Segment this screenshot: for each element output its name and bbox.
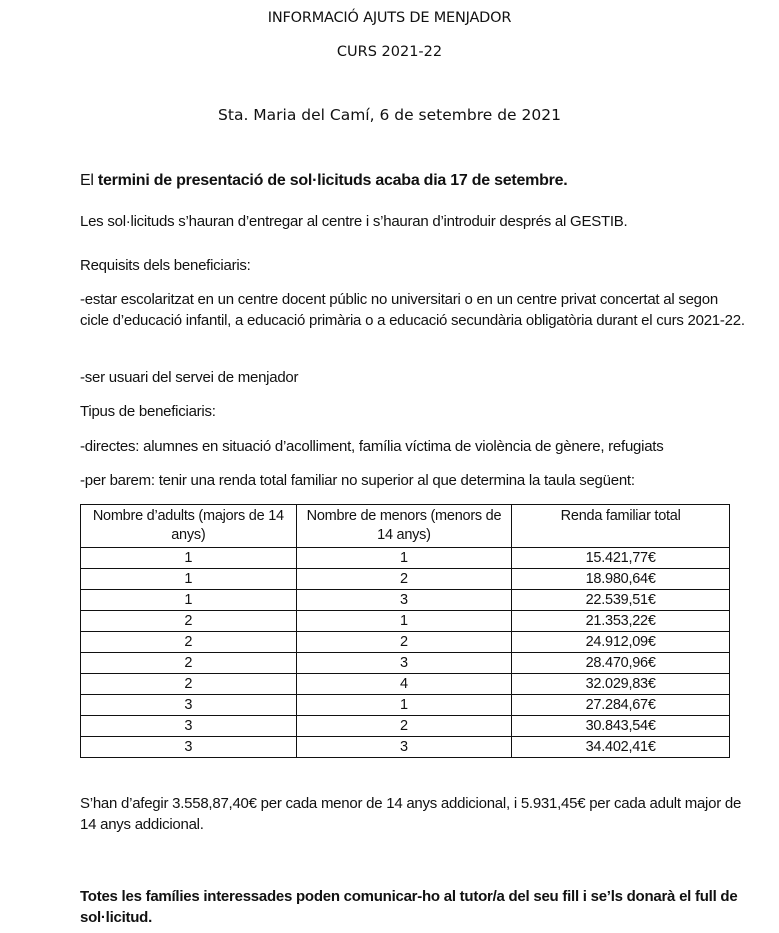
- minors-cell: 1: [296, 611, 512, 632]
- minors-cell: 2: [296, 632, 512, 653]
- adults-cell: 3: [81, 737, 297, 758]
- adults-cell: 2: [81, 674, 297, 695]
- adults-cell: 3: [81, 695, 297, 716]
- minors-cell: 3: [296, 590, 512, 611]
- income-threshold-table: [80, 504, 730, 758]
- header-income: Renda familiar total: [512, 505, 730, 548]
- minors-cell: 2: [296, 569, 512, 590]
- table-row: [81, 674, 730, 695]
- course-label: CURS 2021-22: [336, 44, 443, 60]
- income-cell: 30.843,54€: [512, 716, 730, 737]
- document-title: INFORMACIÓ AJUTS DE MENJADOR: [267, 10, 512, 26]
- table-row: [81, 695, 730, 716]
- adults-cell: 1: [81, 569, 297, 590]
- table-row: [81, 569, 730, 590]
- deadline-prefix: El: [80, 172, 98, 189]
- table-header-row: [81, 505, 730, 548]
- income-cell: 15.421,77€: [512, 548, 730, 569]
- income-cell: 21.353,22€: [512, 611, 730, 632]
- requirements-heading: Requisits dels beneficiaris:: [80, 257, 251, 274]
- adults-cell: 2: [81, 653, 297, 674]
- table-row: [81, 590, 730, 611]
- minors-cell: 3: [296, 737, 512, 758]
- deadline-bold-text: termini de presentació de sol·licituds acaba dia 17 de setembre.: [97, 172, 568, 189]
- minors-cell: 1: [296, 548, 512, 569]
- minors-cell: 4: [296, 674, 512, 695]
- income-cell: 24.912,09€: [512, 632, 730, 653]
- requirement-item: -estar escolaritzat en un centre docent públic no universitari o en un centre privat concertat al segon cicle d’educació infantil, a educació primària o a educació secundària obligatòria durant el curs 2021-22.: [80, 291, 745, 329]
- header-minors: Nombre de menors (menors de 14 anys): [296, 505, 512, 548]
- table-row: [81, 611, 730, 632]
- minors-cell: 1: [296, 695, 512, 716]
- deadline-notice: [80, 170, 750, 191]
- additional-amounts-note: S’han d’afegir 3.558,87,40€ per cada menor de 14 anys addicional, i 5.931,45€ per cada adult major de 14 anys addicional.: [80, 795, 742, 833]
- closing-note: Totes les famílies interessades poden comunicar-ho al tutor/a del seu fill i se’ls donarà el full de sol·licitud.: [80, 888, 738, 926]
- income-cell: 32.029,83€: [512, 674, 730, 695]
- table-row: [81, 716, 730, 737]
- requirement-item: -ser usuari del servei de menjador: [80, 369, 299, 386]
- table-row: [81, 653, 730, 674]
- income-cell: 22.539,51€: [512, 590, 730, 611]
- submission-note: Les sol·licituds s’hauran d’entregar al centre i s’hauran d’introduir després al GESTIB.: [80, 213, 628, 230]
- place-date: Sta. Maria del Camí, 6 de setembre de 2021: [218, 106, 561, 124]
- header-adults: Nombre d’adults (majors de 14 anys): [81, 505, 297, 548]
- income-cell: 34.402,41€: [512, 737, 730, 758]
- table-row: [81, 548, 730, 569]
- adults-cell: 1: [81, 548, 297, 569]
- adults-cell: 1: [81, 590, 297, 611]
- table-row: [81, 737, 730, 758]
- income-cell: 28.470,96€: [512, 653, 730, 674]
- minors-cell: 3: [296, 653, 512, 674]
- income-cell: 18.980,64€: [512, 569, 730, 590]
- minors-cell: 2: [296, 716, 512, 737]
- type-item-direct: -directes: alumnes en situació d’acolliment, família víctima de violència de gènere, refugiats: [80, 438, 664, 455]
- adults-cell: 3: [81, 716, 297, 737]
- adults-cell: 2: [81, 632, 297, 653]
- type-item-barem: -per barem: tenir una renda total familiar no superior al que determina la taula següent:: [80, 472, 635, 489]
- table-row: [81, 632, 730, 653]
- types-heading: Tipus de beneficiaris:: [80, 403, 216, 420]
- income-cell: 27.284,67€: [512, 695, 730, 716]
- adults-cell: 2: [81, 611, 297, 632]
